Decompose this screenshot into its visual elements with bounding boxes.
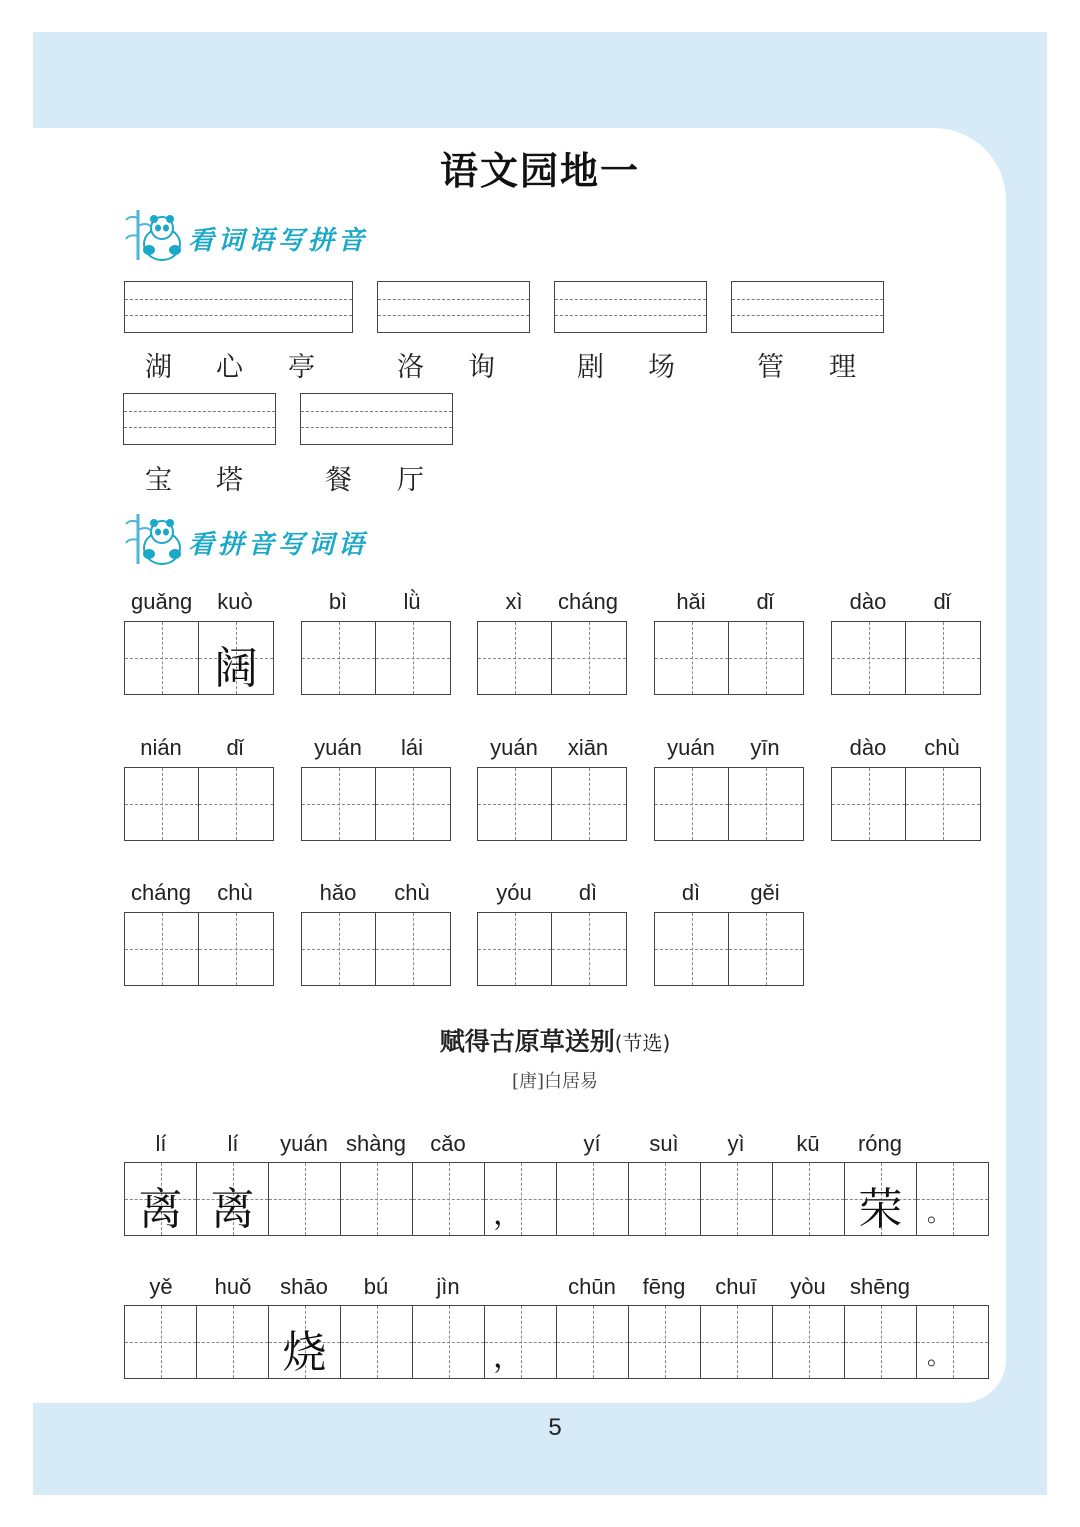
hanzi: 剧 — [577, 352, 604, 383]
poem-title — [0, 1022, 1080, 1058]
pinyin: shēng — [850, 1274, 910, 1299]
char-cell[interactable]: 烧 — [269, 1306, 341, 1378]
panda-bamboo-icon — [124, 510, 186, 568]
pinyin: hǎo — [319, 880, 357, 905]
punct-cell: 。 — [917, 1163, 988, 1235]
hanzi: 亭 — [288, 352, 315, 383]
pinyin: kuò — [217, 589, 253, 614]
pinyin: dǐ — [226, 735, 244, 760]
pinyin: chuī — [715, 1274, 757, 1299]
pinyin: yòu — [790, 1274, 826, 1299]
char-cell[interactable] — [655, 622, 729, 694]
pinyin-write-line[interactable] — [123, 393, 276, 445]
section-label: 看词语写拼音 — [188, 226, 369, 256]
char-grid[interactable] — [301, 621, 451, 695]
punct-cell: ， — [485, 1163, 557, 1235]
char-cell[interactable] — [832, 768, 906, 840]
hanzi: 询 — [468, 352, 495, 383]
poem-author: [唐]白居易 — [511, 1071, 599, 1092]
hanzi: 洛 — [397, 352, 424, 383]
char-grid[interactable] — [831, 621, 981, 695]
pinyin: suì — [649, 1131, 679, 1156]
char-cell[interactable] — [552, 768, 626, 840]
char-cell[interactable] — [655, 913, 729, 985]
char-cell[interactable] — [701, 1163, 773, 1235]
pinyin: chūn — [568, 1274, 616, 1299]
poem-title-text: 赋得古原草送别 — [439, 1027, 615, 1056]
char-cell[interactable] — [773, 1163, 845, 1235]
char-cell[interactable] — [552, 622, 626, 694]
char-cell[interactable] — [832, 622, 906, 694]
punct-cell: 。 — [917, 1306, 988, 1378]
section-header-look-words — [124, 206, 444, 266]
pinyin-write-line[interactable] — [124, 281, 353, 333]
pinyin: shàng — [346, 1131, 406, 1156]
char-cell[interactable] — [376, 622, 450, 694]
char-grid[interactable] — [124, 767, 274, 841]
hanzi: 塔 — [216, 465, 243, 496]
panda-bamboo-icon — [124, 206, 186, 264]
char-cell[interactable] — [629, 1163, 701, 1235]
char-grid[interactable] — [654, 767, 804, 841]
pinyin: yóu — [496, 880, 532, 905]
char-cell[interactable] — [729, 622, 803, 694]
pinyin: cǎo — [430, 1131, 466, 1156]
char-cell[interactable]: 离 — [125, 1163, 197, 1235]
char-cell[interactable] — [376, 768, 450, 840]
char-cell[interactable] — [302, 768, 376, 840]
pinyin: dào — [849, 589, 887, 614]
char-cell[interactable] — [125, 768, 199, 840]
pinyin: dì — [578, 880, 598, 905]
pinyin: yuán — [667, 735, 715, 760]
char-cell[interactable]: 阔 — [199, 622, 273, 694]
hanzi: 理 — [829, 352, 856, 383]
page-number: 5 — [548, 1414, 562, 1441]
char-cell[interactable] — [773, 1306, 845, 1378]
poem-line-grid-2[interactable] — [124, 1305, 989, 1379]
char-grid[interactable] — [124, 912, 274, 986]
char-cell[interactable] — [413, 1306, 485, 1378]
pinyin: yuán — [314, 735, 362, 760]
pinyin: shāo — [280, 1274, 328, 1299]
char-cell[interactable] — [701, 1306, 773, 1378]
pinyin: guǎng — [131, 589, 193, 614]
pinyin: nián — [140, 735, 182, 760]
char-cell[interactable] — [478, 913, 552, 985]
char-cell[interactable] — [729, 913, 803, 985]
char-cell[interactable] — [341, 1163, 413, 1235]
char-grid[interactable] — [301, 767, 451, 841]
char-cell[interactable] — [557, 1163, 629, 1235]
pinyin: yuán — [490, 735, 538, 760]
char-cell[interactable] — [478, 768, 552, 840]
pinyin: fēng — [642, 1274, 686, 1299]
hanzi: 心 — [216, 352, 243, 383]
char-cell[interactable] — [199, 913, 273, 985]
char-cell[interactable] — [655, 768, 729, 840]
pinyin: huǒ — [214, 1274, 252, 1299]
pinyin: lí — [227, 1131, 239, 1156]
char-cell[interactable]: 荣 — [845, 1163, 917, 1235]
char-cell[interactable] — [269, 1163, 341, 1235]
word-row-2 — [0, 458, 1080, 498]
pinyin: yě — [149, 1274, 173, 1299]
pinyin: chù — [924, 735, 960, 760]
pinyin: lǜ — [403, 589, 421, 614]
char-grid[interactable] — [654, 912, 804, 986]
pinyin: bú — [363, 1274, 389, 1299]
pinyin: jìn — [436, 1274, 460, 1299]
char-cell[interactable] — [197, 1306, 269, 1378]
section-label: 看拼音写词语 — [188, 530, 369, 560]
pinyin-write-line[interactable] — [731, 281, 884, 333]
hanzi: 场 — [648, 352, 675, 383]
pinyin-write-line[interactable] — [377, 281, 530, 333]
hanzi: 厅 — [397, 465, 424, 496]
section-header-look-pinyin — [124, 510, 444, 570]
pinyin: dǐ — [756, 589, 774, 614]
char-cell[interactable] — [302, 622, 376, 694]
char-cell[interactable] — [413, 1163, 485, 1235]
char-cell[interactable] — [199, 768, 273, 840]
hanzi: 管 — [757, 352, 784, 383]
char-grid[interactable] — [477, 767, 627, 841]
char-grid[interactable] — [477, 621, 627, 695]
char-grid[interactable] — [654, 621, 804, 695]
char-cell[interactable] — [729, 768, 803, 840]
pinyin: yīn — [750, 735, 780, 760]
char-cell[interactable]: 离 — [197, 1163, 269, 1235]
pinyin: chù — [217, 880, 253, 905]
word-row-1 — [0, 345, 1080, 385]
char-grid[interactable] — [124, 621, 274, 695]
pinyin: kū — [796, 1131, 820, 1156]
char-cell[interactable] — [302, 913, 376, 985]
hanzi: 餐 — [325, 465, 352, 496]
pinyin: cháng — [131, 880, 191, 905]
pinyin: lí — [155, 1131, 167, 1156]
char-cell[interactable] — [845, 1306, 917, 1378]
pinyin: yì — [727, 1131, 745, 1156]
pinyin: xì — [505, 589, 523, 614]
pinyin: chù — [394, 880, 430, 905]
page-title: 语文园地一 — [439, 148, 640, 193]
pinyin: gěi — [750, 880, 780, 905]
char-grid[interactable] — [831, 767, 981, 841]
char-grid[interactable] — [477, 912, 627, 986]
hanzi: 湖 — [145, 352, 172, 383]
char-cell[interactable] — [552, 913, 626, 985]
char-cell[interactable] — [478, 622, 552, 694]
pinyin: cháng — [558, 589, 618, 614]
char-grid[interactable] — [301, 912, 451, 986]
pinyin: lái — [400, 735, 423, 760]
punct-cell: ， — [485, 1306, 557, 1378]
pinyin: dì — [681, 880, 701, 905]
char-cell[interactable] — [557, 1306, 629, 1378]
char-cell[interactable] — [376, 913, 450, 985]
char-cell[interactable] — [125, 622, 199, 694]
char-cell[interactable] — [125, 913, 199, 985]
char-cell[interactable] — [906, 768, 980, 840]
char-cell[interactable] — [906, 622, 980, 694]
char-cell[interactable] — [341, 1306, 413, 1378]
pinyin: bì — [328, 589, 348, 614]
hanzi: 宝 — [145, 465, 172, 496]
poem-line-grid-1[interactable] — [124, 1162, 989, 1236]
pinyin: róng — [857, 1131, 903, 1156]
pinyin: yuán — [280, 1131, 328, 1156]
pinyin: dào — [849, 735, 887, 760]
char-cell[interactable] — [125, 1306, 197, 1378]
char-cell[interactable] — [629, 1306, 701, 1378]
poem-title-note: (节选) — [614, 1031, 671, 1055]
pinyin: xiān — [567, 735, 609, 760]
pinyin: dǐ — [933, 589, 951, 614]
pinyin: hǎi — [676, 589, 706, 614]
pinyin: yí — [583, 1131, 601, 1156]
pinyin-write-line[interactable] — [300, 393, 453, 445]
pinyin-write-line[interactable] — [554, 281, 707, 333]
